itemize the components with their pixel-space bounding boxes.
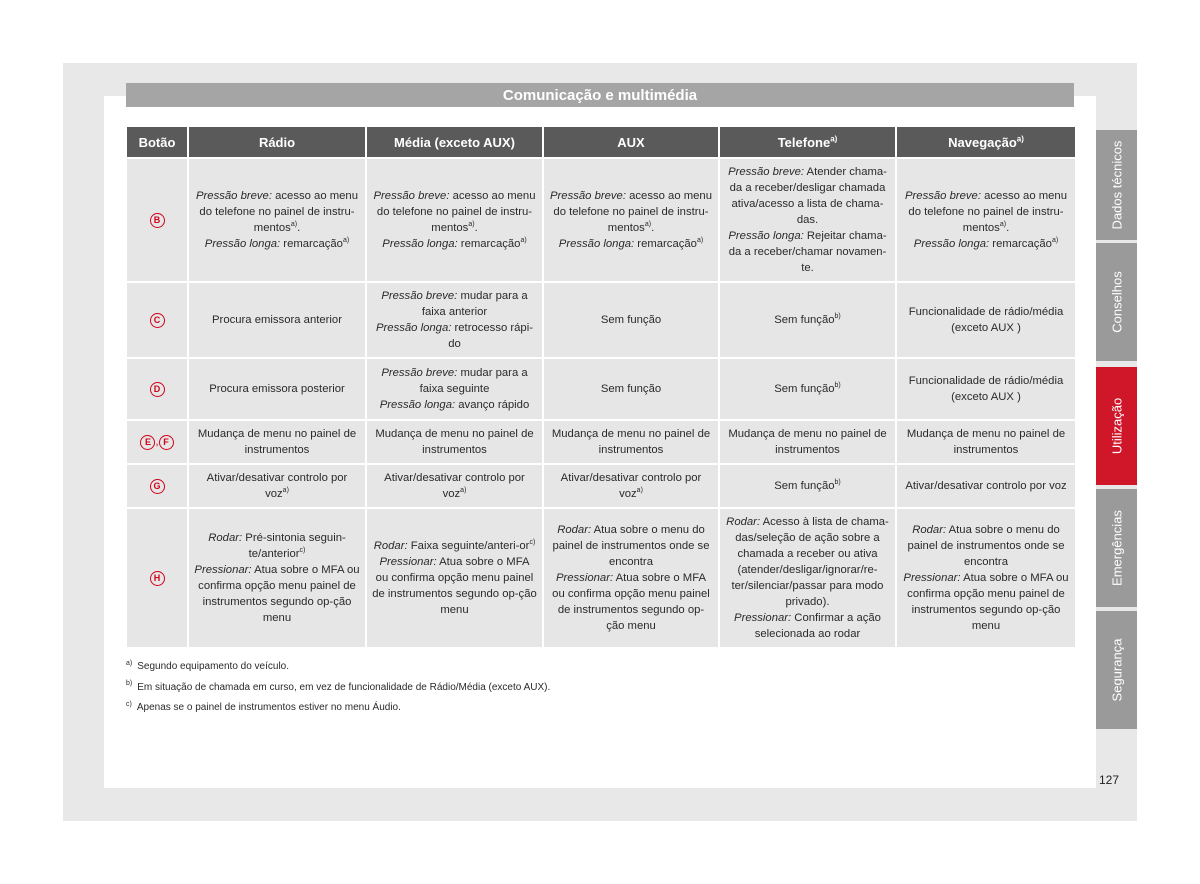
- cell-text: .: [1006, 222, 1010, 234]
- footnote-ref: a): [636, 487, 643, 495]
- function-cell: [188, 282, 366, 358]
- column-header: [126, 126, 188, 158]
- cell-text: acesso ao menu do telefone no painel de instru-mentos: [199, 190, 359, 234]
- footnote-ref: b): [834, 382, 841, 390]
- cell-text: .: [651, 222, 655, 234]
- button-symbol-icon: C: [150, 313, 165, 328]
- column-header-label: Telefone: [777, 134, 831, 150]
- button-symbol-icon: H: [150, 571, 165, 586]
- column-header: [543, 126, 719, 158]
- side-tab-label: Utilização: [1109, 397, 1124, 455]
- function-cell: [188, 464, 366, 508]
- action-label: Pressão breve:: [549, 190, 626, 202]
- action-label: Pressão longa:: [204, 238, 281, 250]
- column-header: [188, 126, 366, 158]
- button-cell: [126, 158, 188, 282]
- action-label: Pressão longa:: [728, 230, 804, 242]
- footnote-mark: b): [126, 680, 133, 688]
- cell-text: Atua sobre o MFA ou confirma opção menu painel de instrumentos segundo op-ção menu: [907, 572, 1069, 632]
- cell-text: Atua sobre o MFA ou confirma opção menu painel de instrumentos segundo op-ção menu: [198, 564, 360, 624]
- footnote-ref: a): [342, 237, 350, 245]
- function-cell: [719, 282, 896, 358]
- cell-text: Ativar/desativar controlo por voz: [560, 472, 702, 500]
- cell-text: Atua sobre o MFA ou confirma opção menu painel de instrumentos segundo op-ção menu: [372, 556, 537, 616]
- button-cell: [126, 464, 188, 508]
- column-header-label: Média (exceto AUX): [394, 134, 515, 150]
- side-tab[interactable]: [1096, 367, 1137, 485]
- footnote-ref: a): [468, 221, 475, 229]
- column-header-label: Rádio: [258, 134, 296, 150]
- footnote: [126, 681, 550, 702]
- cell-text: Sem função: [774, 480, 835, 492]
- action-label: Pressão longa:: [379, 399, 456, 411]
- side-tab[interactable]: [1096, 130, 1137, 240]
- cell-text: Funcionalidade de rádio/média (exceto AUX ): [908, 375, 1064, 403]
- function-cell: [896, 508, 1076, 648]
- function-cell: [543, 420, 719, 464]
- footnote-ref: a): [1016, 134, 1024, 144]
- button-cell: [126, 420, 188, 464]
- action-label: Pressão breve:: [195, 190, 272, 202]
- button-symbol-icon: G: [150, 479, 165, 494]
- footnote-ref: c): [299, 547, 306, 555]
- cell-text: acesso ao menu do telefone no painel de instru-mentos: [553, 190, 713, 234]
- cell-text: Faixa seguinte/anteri-or: [407, 540, 530, 552]
- action-label: Pressão breve:: [381, 290, 458, 302]
- cell-text: Mudança de menu no painel de instrumentos: [728, 428, 887, 456]
- cell-text: Confirmar a ação selecionada ao rodar: [754, 612, 881, 640]
- cell-text: mudar para a faixa anterior: [421, 290, 528, 318]
- function-cell: [719, 358, 896, 420]
- cell-text: mudar para a faixa seguinte: [419, 367, 528, 395]
- cell-text: Mudança de menu no painel de instrumentos: [551, 428, 711, 456]
- side-tab-label: Conselhos: [1109, 271, 1124, 333]
- button-symbol-icon: F: [159, 435, 174, 450]
- cell-text: acesso ao menu do telefone no painel de instru-mentos: [376, 190, 536, 234]
- footnote-text: Segundo equipamento do veículo.: [137, 661, 290, 672]
- footnotes: [126, 660, 550, 722]
- footnote-mark: c): [126, 700, 132, 708]
- footnote-ref: a): [282, 487, 289, 495]
- action-label: Rodar:: [912, 524, 947, 536]
- column-header: [896, 126, 1076, 158]
- footnote-ref: b): [834, 313, 841, 321]
- table-row: [126, 420, 1076, 464]
- action-label: Pressão longa:: [376, 322, 452, 334]
- cell-text: Mudança de menu no painel de instrumentos: [197, 428, 357, 456]
- function-cell: [543, 282, 719, 358]
- function-cell: [188, 158, 366, 282]
- function-cell: [543, 358, 719, 420]
- cell-text: Sem função: [600, 383, 662, 395]
- function-cell: [896, 420, 1076, 464]
- section-title: Comunicação e multimédia: [126, 83, 1074, 107]
- cell-text: .: [474, 222, 478, 234]
- cell-text: Sem função: [600, 314, 662, 326]
- footnote-mark: a): [126, 659, 133, 667]
- footnote-ref: c): [529, 539, 536, 547]
- table-row: [126, 358, 1076, 420]
- action-label: Pressionar:: [903, 572, 961, 584]
- function-cell: [543, 158, 719, 282]
- action-label: Pressão breve:: [728, 166, 805, 178]
- table-row: [126, 282, 1076, 358]
- cell-text: Ativar/desativar controlo por voz: [206, 472, 348, 500]
- action-label: Pressão breve:: [904, 190, 981, 202]
- column-header-label: Navegação: [948, 134, 1017, 150]
- footnote-ref: a): [696, 237, 704, 245]
- function-cell: [188, 508, 366, 648]
- cell-text: retrocesso rápi-do: [448, 322, 533, 350]
- cell-text: remarcação: [634, 238, 697, 250]
- cell-text: Procura emissora posterior: [209, 383, 345, 395]
- button-symbol-icon: D: [150, 382, 165, 397]
- side-tab[interactable]: [1096, 489, 1137, 607]
- function-cell: [719, 420, 896, 464]
- column-header: [719, 126, 896, 158]
- function-cell: [719, 508, 896, 648]
- cell-text: Pré-sintonia seguin-te/anterior: [242, 532, 346, 560]
- footnote-ref: b): [834, 479, 841, 487]
- function-cell: [188, 358, 366, 420]
- cell-text: Mudança de menu no painel de instrumentos: [375, 428, 534, 456]
- button-symbol-icon: B: [150, 213, 165, 228]
- function-cell: [719, 464, 896, 508]
- cell-text: Atua sobre o menu do painel de instrumentos onde se encontra: [907, 524, 1065, 568]
- cell-text: Mudança de menu no painel de instrumentos: [906, 428, 1066, 456]
- function-cell: [543, 508, 719, 648]
- side-tab-label: Segurança: [1109, 638, 1124, 702]
- function-cell: [896, 158, 1076, 282]
- action-label: Rodar:: [726, 516, 761, 528]
- cell-text: avanço rápido: [455, 399, 530, 411]
- side-tab-label: Emergências: [1109, 510, 1124, 586]
- action-label: Pressão longa:: [382, 238, 458, 250]
- cell-text: remarcação: [457, 238, 521, 250]
- action-label: Pressão breve:: [381, 367, 458, 379]
- cell-text: Rejeitar chama-da a receber/chamar novamen-te.: [728, 230, 887, 274]
- function-cell: [366, 508, 543, 648]
- cell-text: Sem função: [774, 383, 835, 395]
- cell-text: Atua sobre o menu do painel de instrumentos onde se encontra: [552, 524, 710, 568]
- separator: ,: [155, 436, 159, 448]
- action-label: Pressão longa:: [558, 238, 635, 250]
- button-cell: [126, 508, 188, 648]
- function-cell: [366, 282, 543, 358]
- page-number: 127: [1099, 773, 1120, 787]
- cell-text: remarcação: [989, 238, 1052, 250]
- cell-text: .: [297, 222, 301, 234]
- footnote-ref: a): [999, 221, 1007, 229]
- button-symbol-icon: E: [140, 435, 155, 450]
- function-cell: [896, 282, 1076, 358]
- action-label: Pressionar:: [734, 612, 792, 624]
- button-cell: [126, 358, 188, 420]
- cell-text: remarcação: [280, 238, 343, 250]
- footnote-ref: a): [1051, 237, 1059, 245]
- action-label: Pressão breve:: [373, 190, 450, 202]
- footnote-ref: a): [520, 237, 527, 245]
- action-label: Rodar:: [208, 532, 243, 544]
- column-header: [366, 126, 543, 158]
- side-tab[interactable]: [1096, 243, 1137, 361]
- cell-text: Acesso à lista de chama-das/seleção de ação sobre a chamada a receber ou ativa (atender/desligar/ignorar/re-ter/silenciar/passar para modo privado).: [731, 516, 889, 608]
- footnote-ref: a): [830, 134, 838, 144]
- action-label: Rodar:: [373, 540, 408, 552]
- action-label: Rodar:: [557, 524, 592, 536]
- action-label: Pressionar:: [194, 564, 252, 576]
- table-row: [126, 158, 1076, 282]
- cell-text: Atua sobre o MFA ou confirma opção menu painel de instrumentos segundo op-ção menu: [552, 572, 710, 632]
- cell-text: Funcionalidade de rádio/média (exceto AUX ): [908, 306, 1064, 334]
- function-cell: [366, 420, 543, 464]
- function-cell: [366, 464, 543, 508]
- footnote-text: Em situação de chamada em curso, em vez de funcionalidade de Rádio/Média (exceto AUX).: [137, 681, 551, 693]
- footnote: [126, 660, 550, 681]
- function-cell: [896, 358, 1076, 420]
- footnote-ref: a): [644, 221, 652, 229]
- cell-text: Atender chama-da a receber/desligar chamada ativa/acesso a lista de chama-das.: [729, 166, 887, 226]
- column-header-label: AUX: [617, 134, 645, 150]
- table-header-row: [126, 126, 1076, 158]
- footnote-ref: a): [460, 487, 467, 495]
- footnote-text: Apenas se o painel de instrumentos estiver no menu Áudio.: [136, 702, 401, 713]
- function-cell: [366, 158, 543, 282]
- footnote: [126, 701, 550, 722]
- cell-text: Sem função: [774, 314, 835, 326]
- column-header-label: Botão: [138, 134, 176, 150]
- cell-text: acesso ao menu do telefone no painel de instru-mentos: [908, 190, 1068, 234]
- function-cell: [719, 158, 896, 282]
- table-row: [126, 508, 1076, 648]
- function-table: [125, 125, 1077, 649]
- table-row: [126, 464, 1076, 508]
- cell-text: Procura emissora anterior: [212, 314, 342, 326]
- cell-text: Ativar/desativar controlo por voz: [905, 480, 1067, 492]
- footnote-ref: a): [290, 221, 298, 229]
- action-label: Pressão longa:: [913, 238, 990, 250]
- function-cell: [366, 358, 543, 420]
- action-label: Pressionar:: [379, 556, 437, 568]
- action-label: Pressionar:: [555, 572, 614, 584]
- side-tab-label: Dados técnicos: [1109, 140, 1124, 230]
- button-cell: [126, 282, 188, 358]
- function-cell: [543, 464, 719, 508]
- function-cell: [896, 464, 1076, 508]
- side-tab[interactable]: [1096, 611, 1137, 729]
- function-cell: [188, 420, 366, 464]
- cell-text: Ativar/desativar controlo por voz: [384, 472, 525, 500]
